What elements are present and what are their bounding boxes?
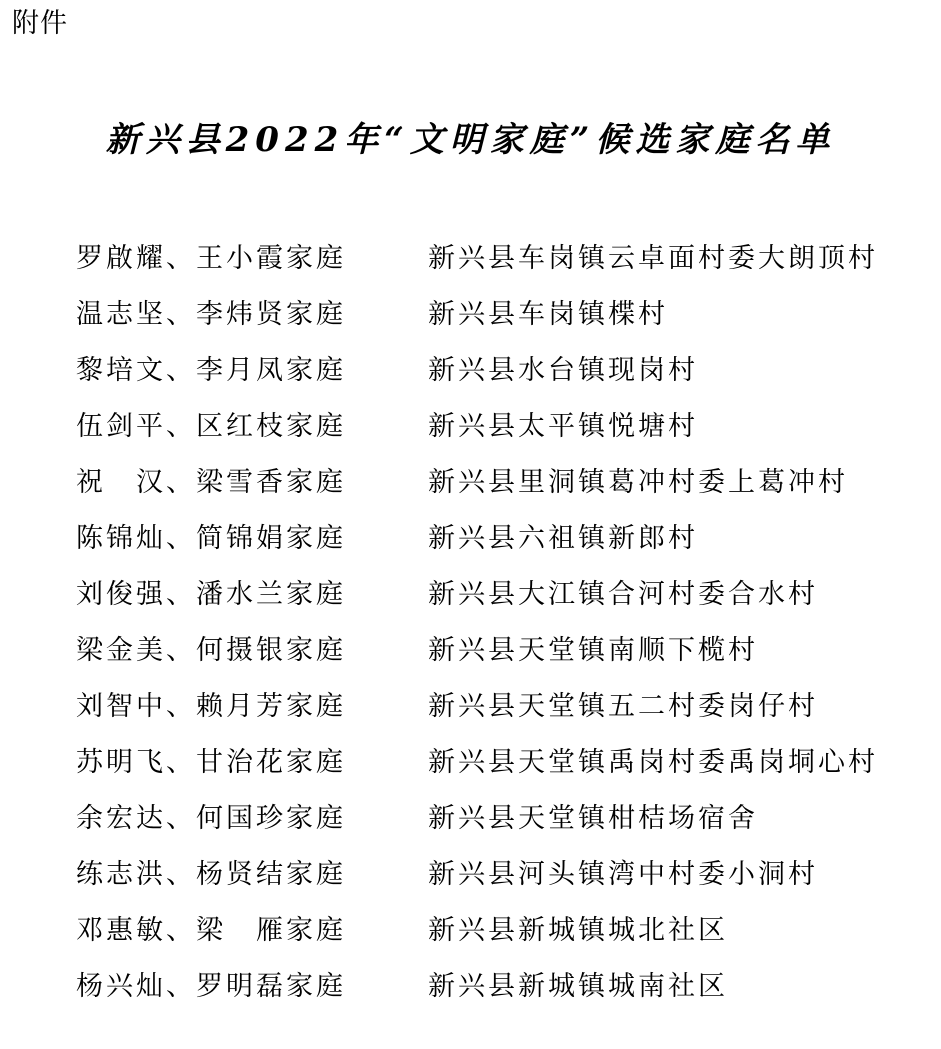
family-names: 梁金美、何摄银家庭	[76, 635, 346, 666]
family-row	[0, 959, 941, 1015]
family-address: 新兴县新城镇城南社区	[428, 971, 728, 1002]
family-names: 祝 汉、梁雪香家庭	[76, 467, 346, 498]
family-row	[0, 679, 941, 735]
family-row	[0, 735, 941, 791]
family-names: 陈锦灿、简锦娟家庭	[76, 523, 346, 554]
family-row	[0, 623, 941, 679]
family-row	[0, 847, 941, 903]
family-address: 新兴县车岗镇云卓面村委大朗顶村	[428, 243, 878, 274]
family-row	[0, 231, 941, 287]
family-address: 新兴县水台镇现岗村	[428, 355, 698, 386]
family-address: 新兴县天堂镇五二村委岗仔村	[428, 691, 818, 722]
family-address: 新兴县天堂镇禹岗村委禹岗垌心村	[428, 747, 878, 778]
family-row	[0, 287, 941, 343]
family-names: 苏明飞、甘治花家庭	[76, 747, 346, 778]
family-names: 刘智中、赖月芳家庭	[76, 691, 346, 722]
family-names: 罗啟耀、王小霞家庭	[76, 243, 346, 274]
family-row	[0, 791, 941, 847]
attachment-label: 附件	[12, 8, 68, 39]
family-address: 新兴县里洞镇葛冲村委上葛冲村	[428, 467, 848, 498]
family-address: 新兴县车岗镇楪村	[428, 299, 668, 330]
family-list	[0, 231, 941, 1015]
family-row	[0, 399, 941, 455]
family-address: 新兴县六祖镇新郎村	[428, 523, 698, 554]
family-names: 刘俊强、潘水兰家庭	[76, 579, 346, 610]
family-names: 余宏达、何国珍家庭	[76, 803, 346, 834]
document-title: 新兴县2022年“文明家庭”候选家庭名单	[105, 120, 836, 160]
family-names: 伍剑平、区红枝家庭	[76, 411, 346, 442]
family-names: 温志坚、李炜贤家庭	[76, 299, 346, 330]
family-address: 新兴县天堂镇柑桔场宿舍	[428, 803, 758, 834]
family-row	[0, 455, 941, 511]
family-names: 练志洪、杨贤结家庭	[76, 859, 346, 890]
family-row	[0, 903, 941, 959]
family-address: 新兴县天堂镇南顺下榄村	[428, 635, 758, 666]
family-address: 新兴县太平镇悦塘村	[428, 411, 698, 442]
family-names: 杨兴灿、罗明磊家庭	[76, 971, 346, 1002]
family-row	[0, 343, 941, 399]
family-names: 邓惠敏、梁 雁家庭	[76, 915, 346, 946]
family-row	[0, 567, 941, 623]
family-address: 新兴县新城镇城北社区	[428, 915, 728, 946]
family-row	[0, 511, 941, 567]
family-address: 新兴县大江镇合河村委合水村	[428, 579, 818, 610]
family-address: 新兴县河头镇湾中村委小洞村	[428, 859, 818, 890]
family-names: 黎培文、李月凤家庭	[76, 355, 346, 386]
